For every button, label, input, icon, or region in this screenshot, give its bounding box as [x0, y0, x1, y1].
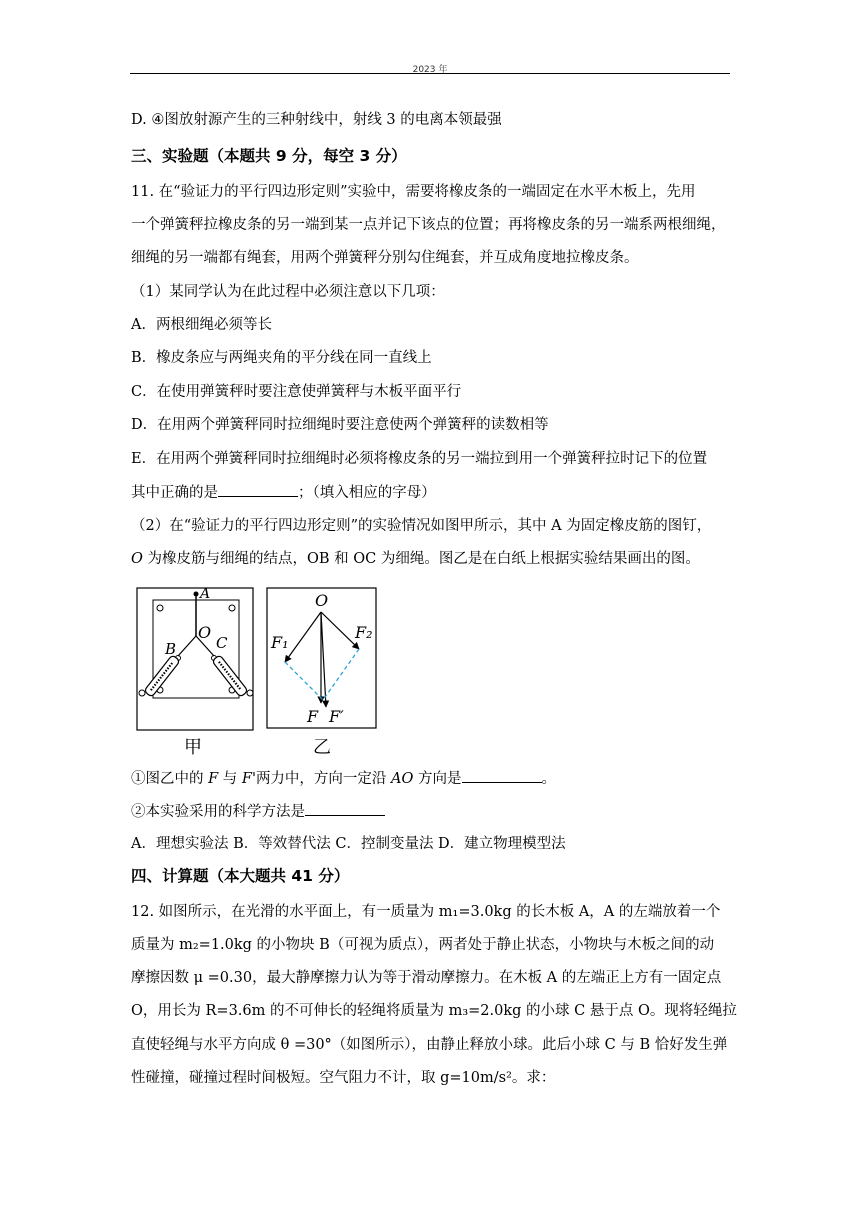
correct-answer-line [131, 482, 731, 503]
figure-yi [265, 586, 379, 732]
jia-rope-ob [178, 636, 196, 656]
sub1-mid2: 两力中，方向一定沿 [255, 771, 392, 787]
sub1-ao: AO [391, 771, 414, 787]
correct-answer-prefix: 其中正确的是 [131, 485, 218, 501]
answer-blank-2[interactable] [462, 768, 542, 783]
yi-vector-f2 [321, 612, 359, 649]
figure-jia-caption: 甲 [184, 737, 202, 758]
correct-answer-suffix: ；（填入相应的字母） [298, 485, 436, 501]
sub1-end: 。 [541, 771, 557, 787]
section-3-title: 三、实验题（本题共 9 分，每空 3 分） [131, 147, 407, 165]
figure-jia [133, 586, 257, 734]
jia-spring-scale-left [144, 655, 180, 697]
jia-label-a: A [200, 586, 211, 602]
q11-line-3: 细绳的另一端都有绳套，用两个弹簧秤分别勾住绳套，并互成角度地拉橡皮条。 [131, 250, 639, 266]
jia-pin-tl [157, 605, 163, 611]
method-options: A．理想实验法 B．等效替代法 C．控制变量法 D．建立物理模型法 [131, 836, 566, 852]
jia-pin-tr [229, 605, 235, 611]
figure-yi-caption: 乙 [313, 737, 331, 758]
section-4-title: 四、计算题（本大题共 41 分） [131, 867, 350, 885]
yi-vector-f1 [285, 612, 321, 662]
option-c: C．在使用弹簧秤时要注意使弹簧秤与木板平面平行 [131, 384, 462, 400]
q11-part-1: （1）某同学认为在此过程中必须注意以下几项： [131, 284, 445, 300]
q11-line-1: 11. 在“验证力的平行四边形定则”实验中，需要将橡皮条的一端固定在水平木板上，先用 [131, 184, 696, 200]
q12-line-5: 直使轻绳与水平方向成 θ =30°（如图所示），由静止释放小球。此后小球 C 与 B 恰好发生弹 [131, 1037, 728, 1053]
jia-spring-scale-right [212, 655, 248, 697]
header-rule [130, 73, 730, 74]
answer-blank-3[interactable] [305, 801, 385, 816]
yi-label-o: O [315, 591, 329, 610]
sub2-text: ②本实验采用的科学方法是 [131, 804, 305, 820]
option-e: E．在用两个弹簧秤同时拉细绳时必须将橡皮条的另一端拉到用一个弹簧秤拉时记下的位置 [131, 451, 708, 467]
page-header: 2023 年 [412, 65, 448, 75]
yi-label-f1: F₁ [271, 633, 289, 652]
sub1-fprime: F' [241, 771, 256, 787]
sub-question-2 [131, 801, 731, 822]
jia-label-b: B [165, 640, 177, 658]
jia-end-loop-left [139, 690, 145, 696]
q12-line-2: 质量为 m₂=1.0kg 的小物块 B（可视为质点），两者处于静止状态，小物块与木板之间的动 [131, 937, 715, 953]
q11-part-2-line-2-text: 为橡皮筋与细绳的结点，OB 和 OC 为细绳。图乙是在白纸上根据实验结果画出的图。 [142, 551, 700, 567]
q12-line-3: 摩擦因数 μ =0.30，最大静摩擦力认为等于滑动摩擦力。在木板 A 的左端正上方有一固定点 [131, 970, 722, 986]
q11-part-2-line-2 [131, 549, 731, 569]
yi-label-fprime: F′ [329, 707, 344, 726]
option-b: B．橡皮条应与两绳夹角的平分线在同一直线上 [131, 350, 432, 366]
option-d: D．在用两个弹簧秤同时拉细绳时要注意使两个弹簧秤的读数相等 [131, 417, 549, 433]
jia-end-loop-right [247, 690, 253, 696]
jia-outer-frame [137, 588, 253, 730]
q12-line-4: O，用长为 R=3.6m 的不可伸长的轻绳将质量为 m₃=2.0kg 的小球 C 悬于点 O。现将轻绳拉 [131, 1003, 737, 1019]
jia-label-o: O [198, 623, 212, 642]
sub1-prefix: ①图乙中的 [131, 771, 209, 787]
option-d-previous: D. ④图放射源产生的三种射线中，射线 3 的电离本领最强 [131, 112, 502, 128]
yi-label-f2: F₂ [355, 623, 373, 642]
q11-part-2-line-1: （2）在“验证力的平行四边形定则”的实验情况如图甲所示，其中 A 为固定橡皮筋的图钉， [131, 518, 712, 534]
q12-line-6: 性碰撞，碰撞过程时间极短。空气阻力不计，取 g=10m/s²。求： [131, 1070, 556, 1086]
point-o-text: O [131, 551, 143, 567]
q12-line-1: 12. 如图所示，在光滑的水平面上，有一质量为 m₁=3.0kg 的长木板 A，A 的左端放着一个 [131, 904, 721, 920]
sub1-post: 方向是 [413, 771, 462, 787]
sub1-mid: 与 [218, 771, 242, 787]
yi-label-f: F [307, 707, 319, 726]
answer-blank-1[interactable] [218, 482, 298, 497]
sub1-f: F [208, 771, 219, 787]
yi-vector-fprime [321, 612, 326, 707]
jia-label-c: C [216, 634, 228, 652]
sub-question-1 [131, 768, 731, 789]
yi-dashed-line-left [285, 662, 323, 700]
q11-line-2: 一个弹簧秤拉橡皮条的另一端到某一点并记下该点的位置；再将橡皮条的另一端系两根细绳， [131, 217, 726, 233]
yi-dashed-line-right [323, 649, 359, 700]
option-a: A．两根细绳必须等长 [131, 317, 272, 333]
